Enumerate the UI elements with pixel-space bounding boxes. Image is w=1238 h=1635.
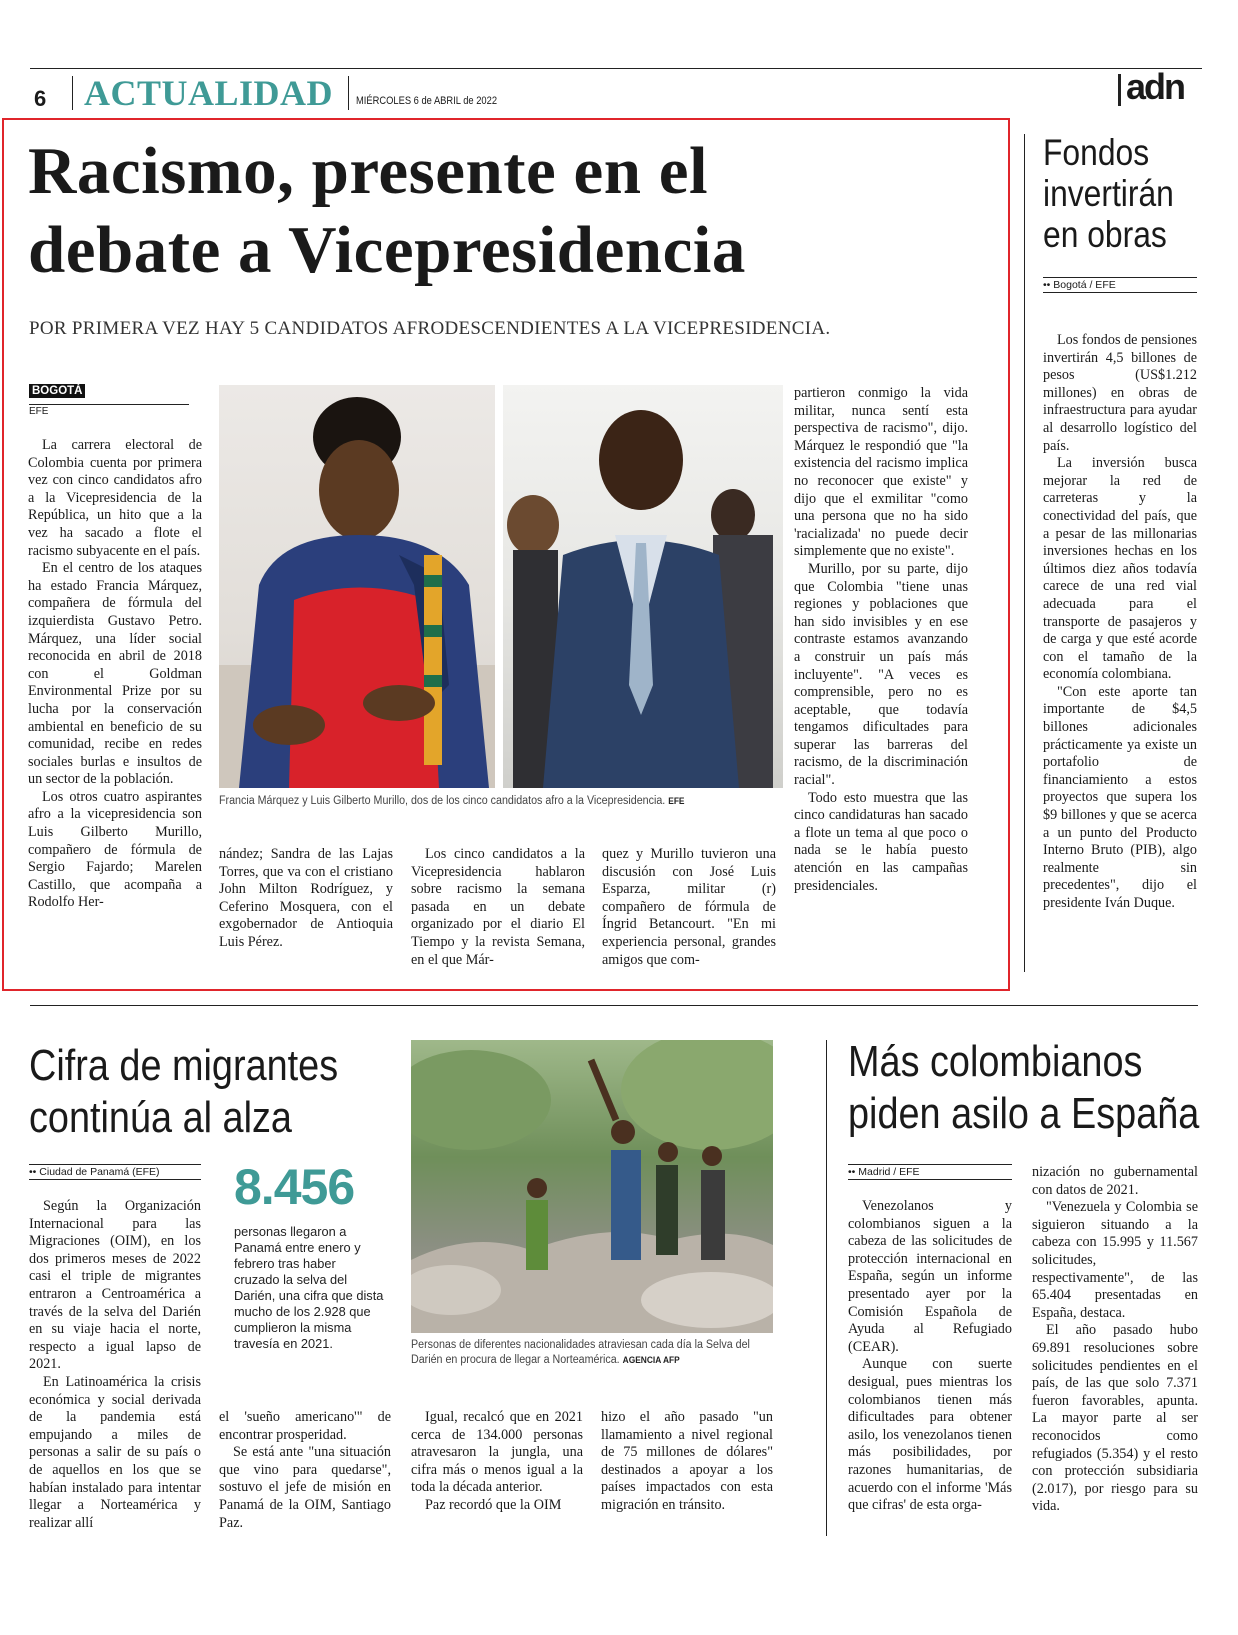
main-location-badge: BOGOTÁ <box>29 384 85 398</box>
main-photo-credit: EFE <box>668 796 685 806</box>
main-headline-line1: Racismo, presente en el <box>28 134 709 208</box>
migrants-photo-credit: AGENCIA AFP <box>622 1355 680 1365</box>
main-subheadline: POR PRIMERA VEZ HAY 5 CANDIDATOS AFRODESCENDIENTES A LA VICEPRESIDENCIA. <box>29 318 831 339</box>
main-photo-caption-wrap <box>219 794 740 809</box>
migrants-col4: hizo el año pasado "un llamamiento a nivel regional de 75 millones de dólares" destinados a apoyar a los países impactados con esta migración en tránsito. <box>601 1409 773 1513</box>
photo-luis-gilberto-murillo-illustration <box>503 385 783 788</box>
main-col3: Los cinco candidatos a la Vicepresidencia hablaron sobre racismo la semana pasada en un debate organizado por el diario El Tiempo y la revista Semana, en el que Már- <box>411 846 585 968</box>
migrants-col2: el 'sueño americano'" de encontrar prosperidad. Se está ante "una situación que vino para quedarse", sostuvo el jefe de misión en Panamá de la OIM, Santiago Paz. <box>219 1409 391 1531</box>
migrants-dateline: •• Ciudad de Panamá (EFE) <box>29 1164 201 1180</box>
main-agency: EFE <box>29 404 189 417</box>
main-col2: nández; Sandra de las Lajas Torres, que va con el cristiano John Milton Rodríguez, y Ceferino Mosquera, con el exgobernador de Antioquia Luis Pérez. <box>219 846 393 950</box>
photo-francia-marquez <box>219 385 495 788</box>
migrants-headline-line2: continúa al alza <box>29 1093 292 1142</box>
side-dateline: •• Bogotá / EFE <box>1043 277 1197 293</box>
main-col1: La carrera electoral de Colombia cuenta por primera vez con cinco candidatos afro a la Vicepresidencia de la República, un hito que a la vez ha sacado a flote el racismo subyacente en el país. En el centro de los ataques ha estado Francia Márquez, compañera de fórmula del izquierdista Gustavo Petro. Márquez, una líder social reconocida en abril de 2018 con el Goldman Environmental Prize por su lucha por la conservación ambiental en beneficio de su comunidad, recibe en redes sociales burlas e insultos de un sector de la población. Los otros cuatro aspirantes afro a la vicepresidencia son Luis Gilberto Murillo, compañero de fórmula de Sergio Fajardo; Marelen Castillo, que acompaña a Rodolfo Her- <box>28 437 202 911</box>
photo-luis-gilberto-murillo <box>503 385 783 788</box>
migrants-photo-caption: Personas de diferentes nacionalidades atraviesan cada día la Selva del Darién en procura de llegar a Norteamérica. <box>411 1339 750 1366</box>
asylum-headline-line1: Más colombianos <box>848 1037 1143 1086</box>
adn-logo: adn <box>1126 66 1185 107</box>
migrants-stat-text: personas llegaron a Panamá entre enero y febrero tras haber cruzado la selva del Darién, una cifra que dista mucho de los 2.928 que cumplieron la misma travesía en 2021. <box>234 1224 384 1351</box>
asylum-dateline: •• Madrid / EFE <box>848 1164 1012 1180</box>
page-number: 6 <box>34 86 47 111</box>
photo-francia-marquez-illustration <box>219 385 495 788</box>
side-dateline-bullet: •• <box>1043 279 1054 291</box>
migrants-col1: Según la Organización Internacional para las Migraciones (OIM), en los dos primeros meses de 2022 casi el triple de migrantes entraron a Centroamérica a través de la selva del Darién en su viaje hacia el norte, respecto a igual lapso de 2021. En Latinoamérica la crisis económica y social derivada de la pandemia está empujando a miles de personas a salir de su país o de aquellos en los que se habían instalado para intentar llegar a Norteamérica y realizar allí <box>29 1198 201 1531</box>
photo-darien-migrants <box>411 1040 773 1333</box>
migrants-col3: Igual, recalcó que en 2021 cerca de 134.000 personas atravesaron la jungla, una cifra más o menos igual a la toda la década anterior. Paz recordó que la OIM <box>411 1409 583 1513</box>
photo-darien-migrants-illustration <box>411 1040 773 1333</box>
asylum-headline-line2: piden asilo a España <box>848 1089 1200 1138</box>
asylum-dateline-bullet: •• <box>848 1166 859 1178</box>
section-title: ACTUALIDAD <box>84 73 334 113</box>
asylum-col1: Venezolanos y colombianos siguen a la cabeza de las solicitudes de protección internacional en España, según un informe presentado ayer por la Comisión Española de Ayuda al Refugiado (CEAR). Aunque con suerte desigual, pues mientras los colombianos tienen más dificultades para obtener asilo, los venezolanos tienen más posibilidades, por razones humanitarias, de acuerdo con el informe 'Más que cifras' de esta orga- <box>848 1198 1012 1514</box>
migrants-headline <box>29 1040 338 1144</box>
asylum-headline <box>848 1036 1199 1140</box>
main-headline <box>28 132 746 290</box>
side-headline: Fondos invertirán en obras <box>1043 132 1174 255</box>
asylum-col2: nización no gubernamental con datos de 2021. "Venezuela y Colombia se siguieron situando a la cabeza con 15.995 y 11.567 solicitudes, respectivamente", de las 65.404 presentadas en España, destaca. El año pasado hubo 69.891 resoluciones sobre solicitudes pendientes en el país, de las que solo 7.371 fueron favorables, apunta. La mayor parte al ser reconocidos como refugiados (5.354) y el resto con protección subsidiaria (2.017), por riesgo para su vida. <box>1032 1164 1198 1515</box>
side-body: Los fondos de pensiones invertirán 4,5 billones de pesos (US$1.212 millones) en obras de infraestructura para ayudar al desarrollo logístico del país. La inversión busca mejorar la red de carreteras y la conectividad del país, que a pesar de las millonarias inversiones hechas en los últimos diez años todavía carece de una red vial adecuada para el transporte de pasajeros y de carga y que esté acorde con el tamaño de la economía colombiana. "Con este aporte tan importante de $4,5 billones adicionales prácticamente ya existe un portafolio de financiamiento a estos proyectos que supera los $9 billones y que se acerca a un punto del Producto Interno Bruto (PIB), algo realmente sin precedentes", dijo el presidente Iván Duque. <box>1043 332 1197 911</box>
main-photo-caption: Francia Márquez y Luis Gilberto Murillo, dos de los cinco candidatos afro a la Vicepresidencia. <box>219 795 666 807</box>
migrants-photo-caption-wrap <box>411 1338 755 1368</box>
migrants-headline-line1: Cifra de migrantes <box>29 1041 339 1090</box>
main-col4: quez y Murillo tuvieron una discusión con José Luis Esparza, militar (r) compañero de fórmula de Íngrid Betancourt. "En mi experiencia personal, grandes amigos que com- <box>602 846 776 968</box>
issue-date: MIÉRCOLES 6 de ABRIL de 2022 <box>356 95 498 107</box>
main-col5: partieron conmigo la vida militar, nunca sentí esta perspectiva de racismo", dijo. Márquez le respondió que "la existencia del racismo implica no reconocer que existe" y dijo que el exmilitar "como una persona que no ha sido 'racializada' no puede decir simplemente que no existe". Murillo, por su parte, dijo que Colombia "tiene unas regiones y poblaciones que han sido invisibles y en ese contraste estamos avanzando a construir un país más incluyente". "A veces es comprensible, pero no es aceptable, que todavía tengamos dificultades para superar las barreras del racismo, de la discriminación racial". Todo esto muestra que las cinco candidaturas han sacado a flote un tema al que poco o nada se le había puesto atención en las campañas presidenciales. <box>794 385 968 894</box>
migrants-stat-number: 8.456 <box>234 1159 355 1215</box>
main-headline-line2: debate a Vicepresidencia <box>28 213 746 287</box>
migrants-dateline-bullet: •• <box>29 1166 40 1178</box>
